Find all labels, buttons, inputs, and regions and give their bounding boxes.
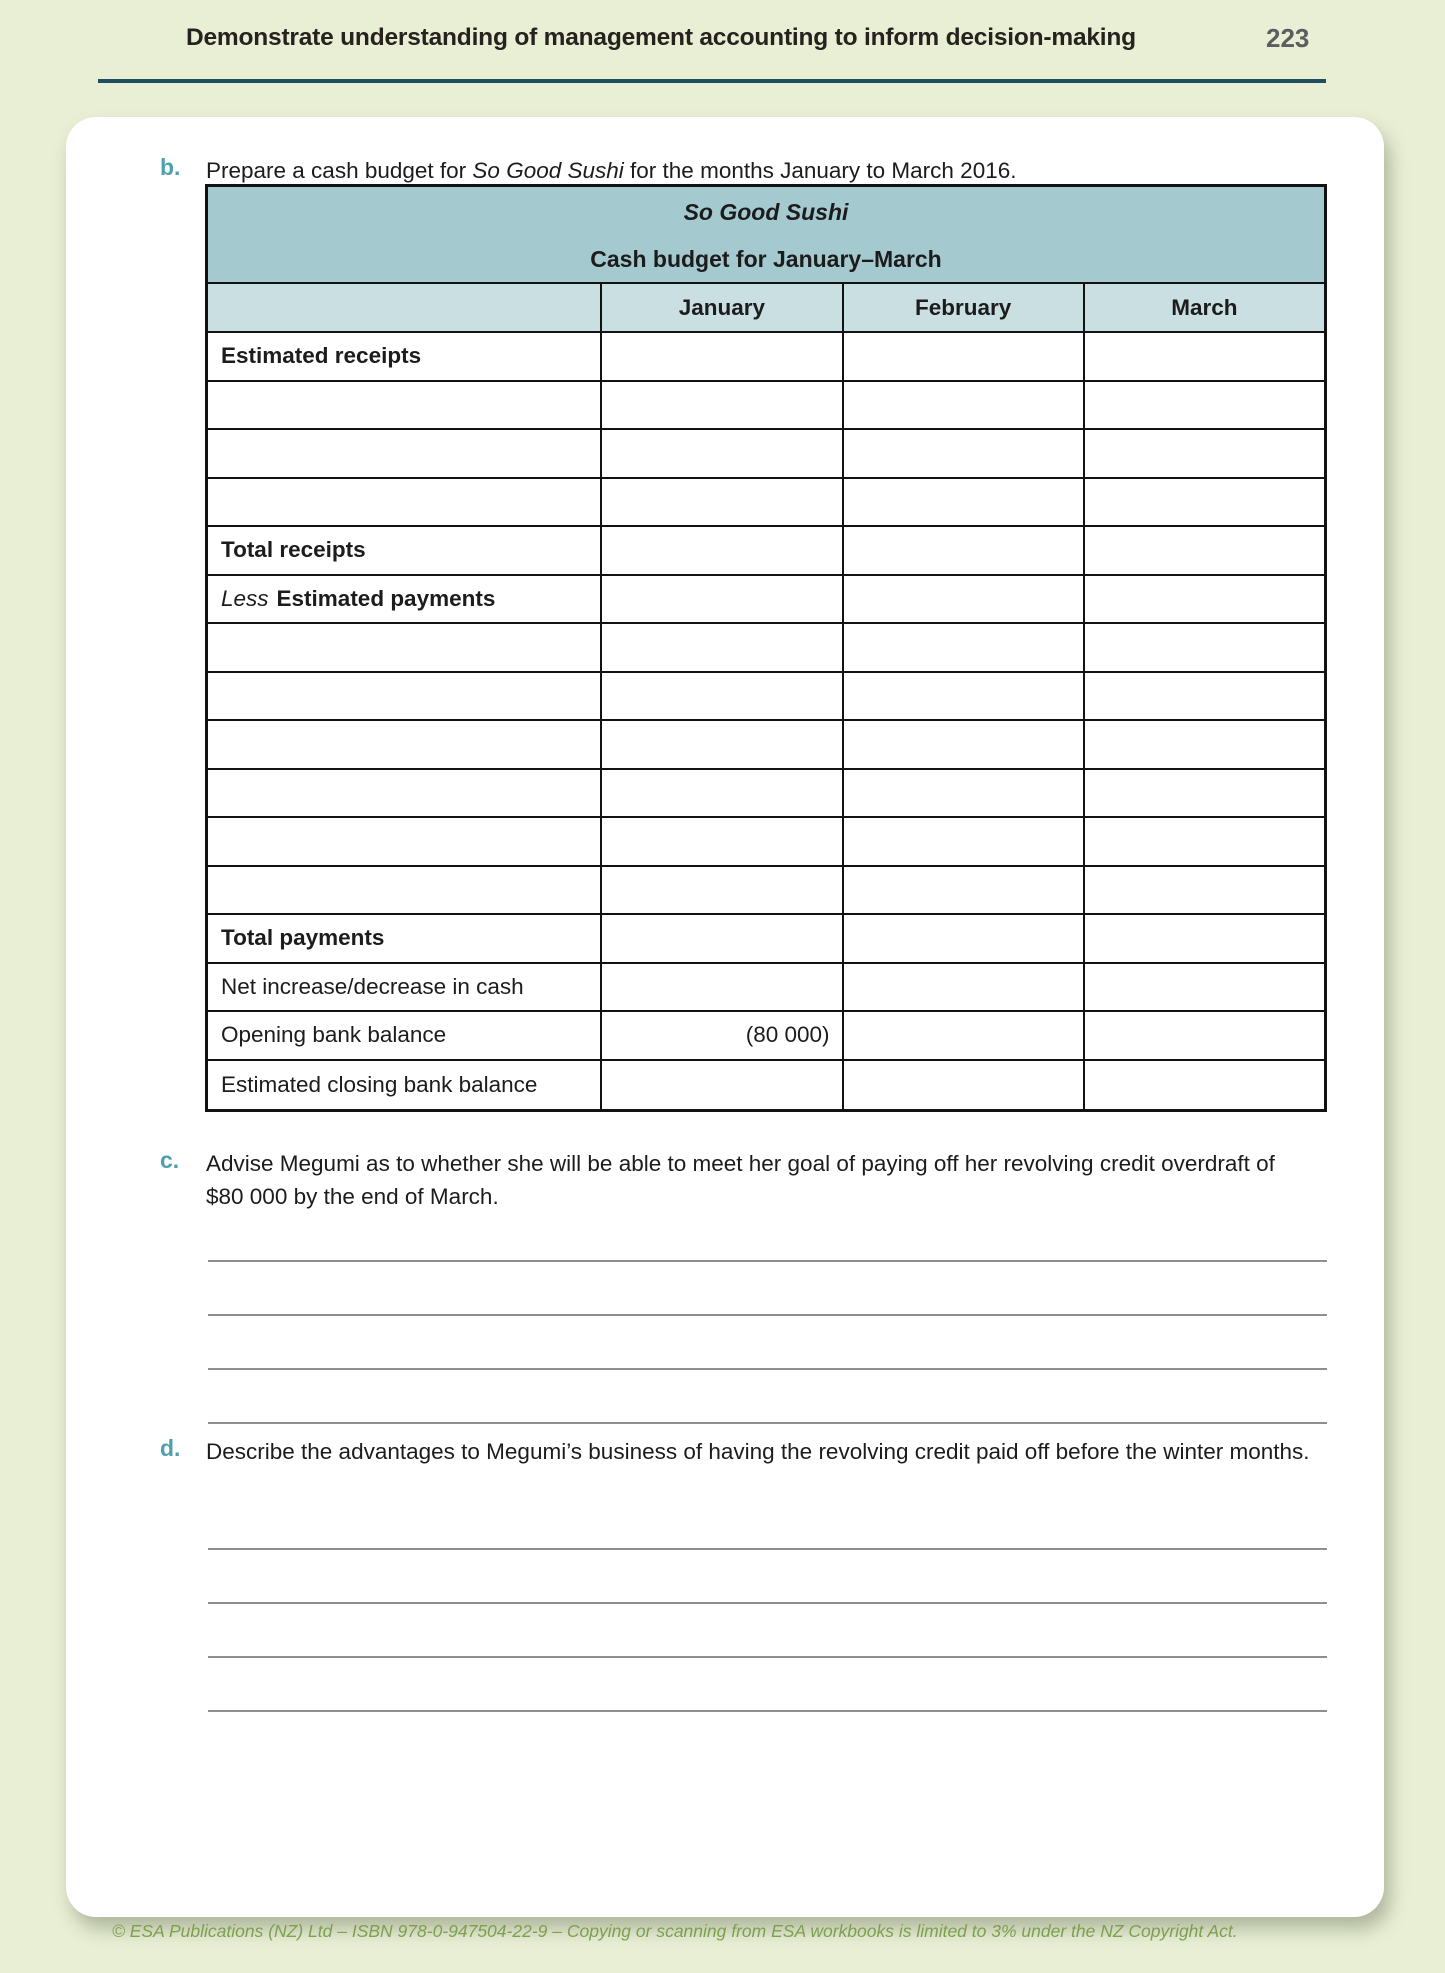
value-cell-february — [842, 721, 1083, 768]
value-cell-february — [842, 673, 1083, 720]
value-cell-february — [842, 867, 1083, 914]
value-cell-january — [600, 673, 841, 720]
page-title: Demonstrate understanding of management accounting to inform decision-making — [186, 24, 1136, 51]
table-row — [208, 818, 1324, 867]
value-cell-february — [842, 915, 1083, 962]
answer-lines-c — [208, 1208, 1327, 1424]
question-d-text: Describe the advantages to Megumi’s business of having the revolving credit paid off before the winter months. — [206, 1439, 1310, 1464]
column-header-january: January — [600, 284, 841, 331]
row-label-cell: Estimated closing bank balance — [221, 1071, 538, 1097]
row-label-cell — [208, 721, 600, 768]
question-d-label: d. — [160, 1435, 181, 1461]
table-row — [208, 770, 1324, 819]
value-cell-february — [842, 1012, 1083, 1059]
value-cell-march — [1083, 721, 1324, 768]
value-cell-february — [842, 770, 1083, 817]
value-cell-january — [600, 867, 841, 914]
value-cell-february — [842, 576, 1083, 623]
table-row — [208, 964, 1324, 1013]
column-header-march: March — [1083, 284, 1324, 331]
value-cell-february — [842, 430, 1083, 477]
value-cell-march — [1083, 867, 1324, 914]
value-cell-january — [600, 964, 841, 1011]
row-label-cell — [208, 430, 600, 477]
column-header-blank — [208, 284, 600, 331]
table-row — [208, 527, 1324, 576]
question-c-text: Advise Megumi as to whether she will be able to meet her goal of paying off her revolving credit overdraft of $80 000 by the end of March. — [206, 1151, 1275, 1209]
footer-copyright: © ESA Publications (NZ) Ltd – ISBN 978-0-947504-22-9 – Copying or scanning from ESA workbooks is limited to 3% under the NZ Copyright Act. — [112, 1921, 1238, 1941]
value-cell-january — [600, 818, 841, 865]
value-cell-january — [600, 915, 841, 962]
row-label-cell: Estimated receipts — [221, 343, 422, 369]
answer-line — [208, 1370, 1327, 1424]
question-b-text — [206, 154, 1296, 187]
table-row — [208, 1061, 1324, 1110]
table-title-block — [208, 187, 1324, 284]
answer-line — [208, 1316, 1327, 1370]
value-cell-january — [600, 333, 841, 380]
question-b-text-segment: So Good Sushi — [472, 158, 624, 183]
row-label-cell — [208, 673, 600, 720]
row-label-cell: Total payments — [221, 925, 385, 951]
value-cell-february — [842, 964, 1083, 1011]
row-label-cell: Opening bank balance — [221, 1022, 447, 1048]
value-cell-march — [1083, 1061, 1324, 1110]
table-subtitle: Cash budget for January–March — [590, 246, 942, 272]
page-number: 223 — [1266, 23, 1310, 53]
value-cell-march — [1083, 430, 1324, 477]
column-header-february: February — [842, 284, 1083, 331]
value-cell-march — [1083, 527, 1324, 574]
header-rule-divider — [98, 79, 1326, 83]
table-row — [208, 479, 1324, 528]
value-cell-march — [1083, 333, 1324, 380]
value-cell-march — [1083, 382, 1324, 429]
table-row — [208, 624, 1324, 673]
table-title: So Good Sushi — [683, 199, 849, 225]
value-cell-january — [600, 721, 841, 768]
table-body — [208, 333, 1324, 1109]
value-cell-january — [600, 624, 841, 671]
answer-line — [208, 1496, 1327, 1550]
value-cell-march — [1083, 1012, 1324, 1059]
table-row — [208, 673, 1324, 722]
value-cell-february — [842, 382, 1083, 429]
answer-lines-d — [208, 1496, 1327, 1712]
content-card — [66, 117, 1384, 1917]
question-b-text-segment: for the months January to March 2016. — [623, 158, 1017, 183]
row-label-cell — [208, 382, 600, 429]
question-b-label: b. — [160, 154, 181, 180]
value-cell-february — [842, 1061, 1083, 1110]
value-cell-january — [600, 382, 841, 429]
value-cell-january: (80 000) — [600, 1012, 841, 1059]
cash-budget-table — [205, 184, 1327, 1112]
table-row — [208, 333, 1324, 382]
table-row — [208, 1012, 1324, 1061]
question-c-label: c. — [160, 1147, 180, 1173]
table-row — [208, 576, 1324, 625]
row-label-cell — [208, 818, 600, 865]
value-cell-february — [842, 624, 1083, 671]
table-row — [208, 430, 1324, 479]
answer-line — [208, 1208, 1327, 1262]
value-cell-january — [600, 527, 841, 574]
value-cell-march — [1083, 915, 1324, 962]
value-cell-february — [842, 333, 1083, 380]
value-cell-march — [1083, 770, 1324, 817]
value-cell-january — [600, 430, 841, 477]
table-row — [208, 867, 1324, 916]
value-cell-march — [1083, 624, 1324, 671]
table-row — [208, 382, 1324, 431]
row-label-cell — [208, 624, 600, 671]
value-cell-january — [600, 1061, 841, 1110]
value-cell-march — [1083, 479, 1324, 526]
row-label-cell: Net increase/decrease in cash — [221, 973, 524, 999]
answer-line — [208, 1658, 1327, 1712]
answer-line — [208, 1262, 1327, 1316]
answer-line — [208, 1550, 1327, 1604]
row-label-cell: Total receipts — [221, 537, 366, 563]
table-row — [208, 721, 1324, 770]
value-cell-march — [1083, 673, 1324, 720]
row-label-cell — [208, 867, 600, 914]
value-cell-march — [1083, 964, 1324, 1011]
value-cell-february — [842, 818, 1083, 865]
row-label-segment: Less — [221, 585, 269, 611]
value-cell-january — [600, 770, 841, 817]
value-cell-january — [600, 479, 841, 526]
value-cell-february — [842, 527, 1083, 574]
question-b-text-segment: Prepare a cash budget for — [206, 158, 473, 183]
row-label-segment: Estimated payments — [276, 585, 496, 611]
row-label-cell — [208, 576, 600, 623]
value-cell-january — [600, 576, 841, 623]
table-row — [208, 915, 1324, 964]
value-cell-march — [1083, 818, 1324, 865]
row-label-cell — [208, 770, 600, 817]
value-cell-march — [1083, 576, 1324, 623]
table-column-headers — [208, 284, 1324, 333]
row-label-cell — [208, 479, 600, 526]
answer-line — [208, 1604, 1327, 1658]
value-cell-february — [842, 479, 1083, 526]
